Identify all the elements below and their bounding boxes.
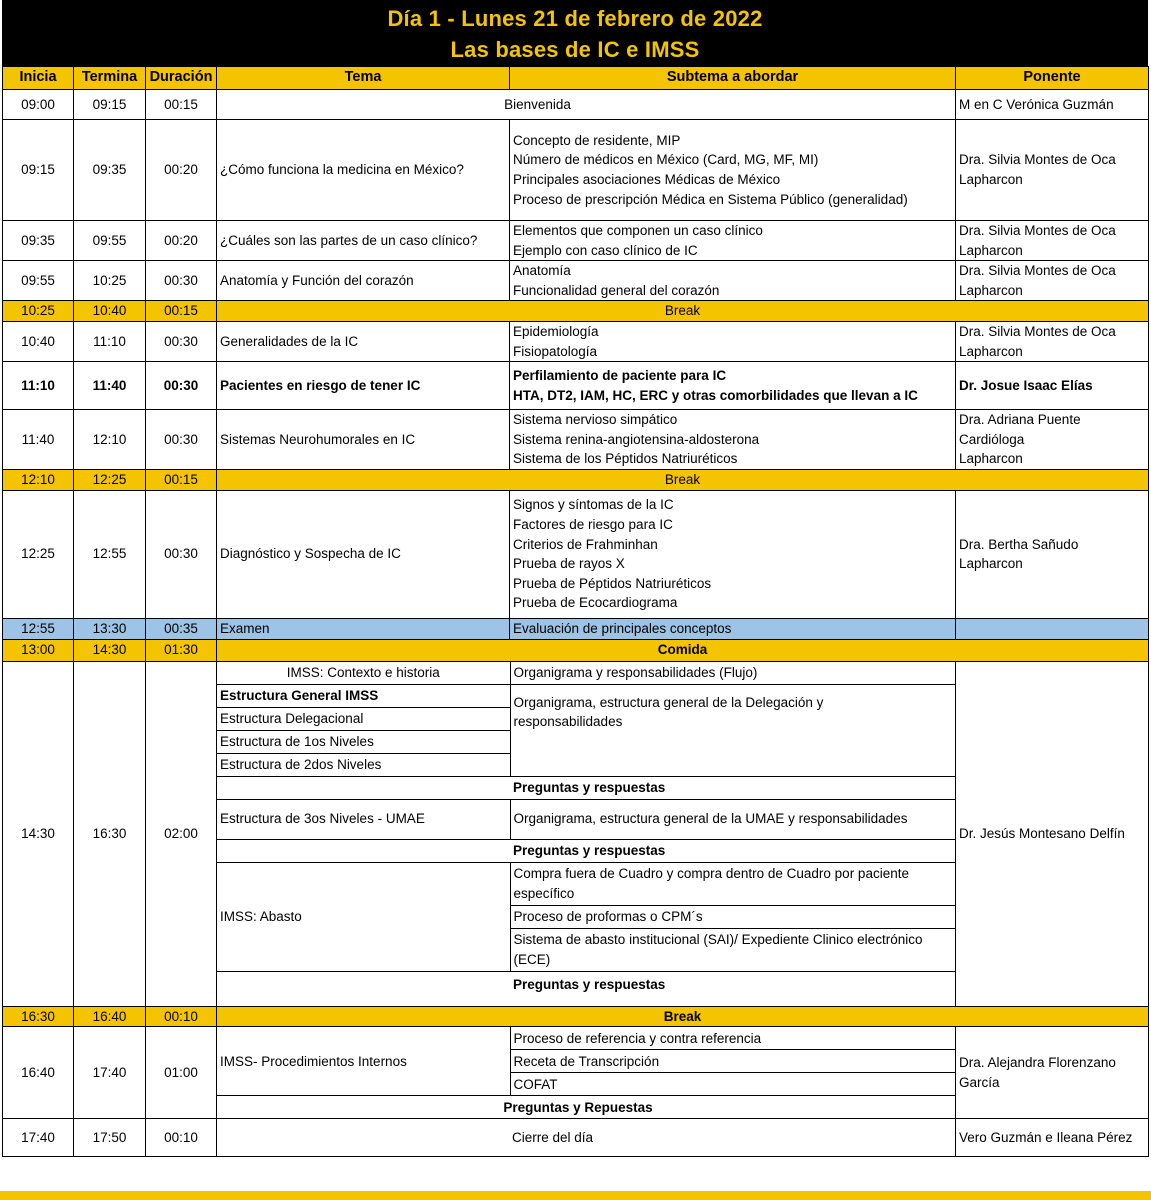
spacer — [217, 971, 510, 997]
subtopic: Prueba de Péptidos Natriuréticos — [513, 575, 712, 591]
subtopics — [510, 120, 956, 221]
exam-row — [3, 618, 1149, 639]
start-time: 12:10 — [3, 470, 74, 491]
subtopic-line: Organigrama, estructura general de la Delegación y — [513, 694, 824, 710]
col-header-duracion: Duración — [146, 67, 217, 90]
qa-label: Preguntas y Repuestas — [503, 1099, 653, 1115]
col-header-termina: Termina — [74, 67, 146, 90]
procedures-inner-table — [217, 1027, 956, 1118]
subtopic-line: Sistema de abasto institucional (SAI)/ Expediente Clinico electrónico — [513, 932, 923, 948]
end-time: 17:50 — [74, 1119, 146, 1157]
subtopic: Sistema renina-angiotensina-aldosterona — [513, 431, 760, 447]
speaker — [956, 410, 1149, 470]
imss-block-row — [3, 661, 1149, 1006]
subtopic: Anatomía — [513, 263, 571, 279]
speaker: Vero Guzmán e Ileana Pérez — [956, 1119, 1149, 1157]
subtopic: Sistema nervioso simpático — [513, 412, 678, 428]
speaker-org: Lapharcon — [959, 172, 1023, 187]
end-time: 10:40 — [74, 301, 146, 322]
start-time: 11:40 — [3, 410, 74, 470]
speaker-name: Dra. Silvia Montes de Oca — [959, 223, 1116, 238]
topic: IMSS- Procedimientos Internos — [217, 1027, 510, 1096]
subtopic: Principales asociaciones Médicas de México — [513, 172, 781, 187]
subtopic: Epidemiología — [513, 323, 599, 339]
welcome-label: Bienvenida — [217, 90, 956, 120]
speaker-org: Lapharcon — [959, 282, 1023, 298]
speaker: Dr. Josue Isaac Elías — [956, 362, 1149, 410]
speaker: M en C Verónica Guzmán — [956, 90, 1149, 120]
speaker-name: Dra. Silvia Montes de Oca — [959, 323, 1116, 339]
start-time: 12:55 — [3, 618, 74, 639]
table-row — [3, 221, 1149, 261]
title-bar — [2, 0, 1148, 66]
subtopic: Elementos que componen un caso clínico — [513, 223, 763, 238]
topic: Diagnóstico y Sospecha de IC — [217, 490, 510, 618]
speaker-org: Lapharcon — [959, 451, 1023, 467]
subtopic: Proceso de proformas o CPM´s — [510, 905, 956, 928]
end-time: 16:40 — [74, 1006, 146, 1027]
speaker — [956, 490, 1149, 618]
subtopic-line: responsabilidades — [513, 714, 623, 730]
subtopic: COFAT — [510, 1073, 956, 1096]
start-time: 10:40 — [3, 321, 74, 361]
end-time: 09:15 — [74, 90, 146, 120]
subtopic: Concepto de residente, MIP — [513, 132, 681, 148]
speaker — [956, 618, 1149, 639]
end-time: 12:25 — [74, 470, 146, 491]
topic: Pacientes en riesgo de tener IC — [217, 362, 510, 410]
header-row — [3, 67, 1149, 90]
col-header-ponente: Ponente — [956, 67, 1149, 90]
subtopic: Proceso de referencia y contra referencia — [510, 1027, 956, 1050]
end-time: 11:40 — [74, 362, 146, 410]
subtopic-line: específico — [513, 885, 575, 901]
subtopic — [510, 928, 956, 971]
speaker — [956, 120, 1149, 221]
inner-row — [217, 971, 956, 997]
end-time: 12:55 — [74, 490, 146, 618]
table-row — [3, 90, 1149, 120]
agenda-table — [2, 66, 1149, 1157]
topic: Estructura de 3os Niveles - UMAE — [217, 799, 510, 839]
end-time: 13:30 — [74, 618, 146, 639]
start-time: 09:55 — [3, 261, 74, 301]
start-time: 09:35 — [3, 221, 74, 261]
speaker — [956, 1027, 1149, 1119]
table-row — [3, 261, 1149, 301]
topic: Estructura General IMSS — [217, 684, 510, 707]
inner-row — [217, 776, 956, 799]
speaker-name: Dra. Silvia Montes de Oca — [959, 152, 1116, 168]
subtopic: Sistema de los Péptidos Natriuréticos — [513, 451, 738, 467]
subtopic-line: Compra fuera de Cuadro y compra dentro de Cuadro por paciente — [513, 866, 909, 882]
inner-row — [217, 839, 956, 862]
duration: 00:15 — [146, 90, 217, 120]
duration: 00:10 — [146, 1006, 217, 1027]
end-time: 17:40 — [74, 1027, 146, 1119]
duration: 00:10 — [146, 1119, 217, 1157]
duration: 00:35 — [146, 618, 217, 639]
col-header-tema: Tema — [217, 67, 510, 90]
subtopic: Evaluación de principales conceptos — [510, 618, 956, 639]
table-row — [3, 321, 1149, 361]
duration: 00:30 — [146, 261, 217, 301]
qa-label: Preguntas y respuestas — [513, 976, 666, 992]
subtopic: Receta de Transcripción — [510, 1050, 956, 1073]
start-time: 11:10 — [3, 362, 74, 410]
end-time: 11:10 — [74, 321, 146, 361]
topic: Estructura de 1os Niveles — [217, 730, 510, 753]
inner-row — [217, 862, 956, 905]
spacer — [217, 776, 510, 799]
table-row — [3, 1027, 1149, 1119]
break-label: Break — [217, 470, 1149, 491]
imss-context-topic: IMSS: Contexto e historia — [217, 662, 510, 685]
table-row — [3, 120, 1149, 221]
bottom-accent-bar — [0, 1191, 1151, 1200]
speaker — [956, 321, 1149, 361]
duration: 00:15 — [146, 470, 217, 491]
duration: 00:15 — [146, 301, 217, 322]
speaker — [956, 261, 1149, 301]
subtopics — [510, 261, 956, 301]
speaker — [956, 221, 1149, 261]
subtopic: Número de médicos en México (Card, MG, MF, MI) — [513, 152, 819, 168]
topic: Generalidades de la IC — [217, 321, 510, 361]
subtopic: Prueba de Ecocardiograma — [513, 595, 678, 611]
duration: 02:00 — [146, 661, 217, 1006]
col-header-subtema: Subtema a abordar — [510, 67, 956, 90]
end-time: 16:30 — [74, 661, 146, 1006]
speaker-name: Dra. Silvia Montes de Oca — [959, 263, 1116, 279]
subtopic: Ejemplo con caso clínico de IC — [513, 242, 698, 258]
end-time: 09:55 — [74, 221, 146, 261]
subtopic: Fisiopatología — [513, 343, 598, 359]
lunch-label: Comida — [217, 639, 1149, 661]
speaker-org: Lapharcon — [959, 343, 1023, 359]
speaker-name: Dra. Adriana Puente — [959, 412, 1081, 428]
end-time: 12:10 — [74, 410, 146, 470]
break-label: Break — [217, 301, 1149, 322]
table-row — [3, 490, 1149, 618]
duration: 00:20 — [146, 221, 217, 261]
table-row — [3, 1119, 1149, 1157]
schedule-sheet — [2, 0, 1148, 1157]
speaker-name-cont: García — [959, 1074, 1000, 1090]
subtopic: Funcionalidad general del corazón — [513, 282, 720, 298]
break-row — [3, 1006, 1149, 1027]
start-time: 09:00 — [3, 90, 74, 120]
lunch-row — [3, 639, 1149, 661]
subtopics — [510, 410, 956, 470]
inner-row — [217, 1096, 956, 1119]
imss-inner-table — [217, 662, 956, 998]
break-label: Break — [217, 1006, 1149, 1027]
subtopic — [510, 684, 956, 776]
subtopic: HTA, DT2, IAM, HC, ERC y otras comorbilidades que llevan a IC — [513, 387, 918, 403]
speaker: Dr. Jesús Montesano Delfín — [956, 661, 1149, 1006]
procedures-detail — [217, 1027, 956, 1119]
break-row — [3, 301, 1149, 322]
subtopic: Organigrama y responsabilidades (Flujo) — [510, 662, 956, 685]
subtopic: Signos y síntomas de la IC — [513, 497, 674, 513]
inner-row — [217, 662, 956, 685]
end-time: 09:35 — [74, 120, 146, 221]
subtopics — [510, 321, 956, 361]
speaker-org: Lapharcon — [959, 242, 1023, 258]
speaker-name: Dra. Alejandra Florenzano — [959, 1055, 1116, 1071]
spacer — [217, 839, 510, 862]
end-time: 14:30 — [74, 639, 146, 661]
duration: 00:20 — [146, 120, 217, 221]
subtopic: Factores de riesgo para IC — [513, 517, 673, 533]
subtopics — [510, 221, 956, 261]
inner-row — [217, 799, 956, 839]
speaker-role: Cardióloga — [959, 431, 1025, 447]
break-row — [3, 470, 1149, 491]
start-time: 13:00 — [3, 639, 74, 661]
start-time: 14:30 — [3, 661, 74, 1006]
qa-label: Preguntas y respuestas — [510, 839, 956, 862]
subtopic: Proceso de prescripción Médica en Sistema Público (generalidad) — [513, 191, 908, 207]
start-time: 17:40 — [3, 1119, 74, 1157]
start-time: 16:40 — [3, 1027, 74, 1119]
topic: Estructura de 2dos Niveles — [217, 753, 510, 776]
duration: 01:30 — [146, 639, 217, 661]
start-time: 09:15 — [3, 120, 74, 221]
day-subtitle: Las bases de IC e IMSS — [450, 37, 700, 62]
subtopics — [510, 490, 956, 618]
start-time: 12:25 — [3, 490, 74, 618]
topic: Examen — [217, 618, 510, 639]
duration: 01:00 — [146, 1027, 217, 1119]
table-row — [3, 410, 1149, 470]
closing-label: Cierre del día — [217, 1119, 956, 1157]
duration: 00:30 — [146, 362, 217, 410]
col-header-inicia: Inicia — [3, 67, 74, 90]
subtopic: Perfilamiento de paciente para IC — [513, 368, 727, 384]
table-row — [3, 362, 1149, 410]
imss-block-detail — [217, 661, 956, 1006]
start-time: 16:30 — [3, 1006, 74, 1027]
speaker-org: Lapharcon — [959, 556, 1023, 572]
topic: ¿Cómo funciona la medicina en México? — [217, 120, 510, 221]
topic: Sistemas Neurohumorales en IC — [217, 410, 510, 470]
subtopic: Prueba de rayos X — [513, 556, 625, 572]
inner-row — [217, 684, 956, 707]
topic: Estructura Delegacional — [217, 707, 510, 730]
duration: 00:30 — [146, 410, 217, 470]
inner-row — [217, 1027, 956, 1050]
day-title: Día 1 - Lunes 21 de febrero de 2022 — [387, 6, 763, 31]
topic: Anatomía y Función del corazón — [217, 261, 510, 301]
subtopic-line: (ECE) — [513, 951, 551, 967]
topic: IMSS: Abasto — [217, 862, 510, 971]
subtopic: Organigrama, estructura general de la UMAE y responsabilidades — [510, 799, 956, 839]
duration: 00:30 — [146, 490, 217, 618]
qa-label: Preguntas y respuestas — [510, 776, 956, 799]
speaker-name: Dra. Bertha Sañudo — [959, 536, 1079, 552]
subtopic: Criterios de Frahminhan — [513, 536, 658, 552]
topic: ¿Cuáles son las partes de un caso clínico? — [217, 221, 510, 261]
start-time: 10:25 — [3, 301, 74, 322]
end-time: 10:25 — [74, 261, 146, 301]
duration: 00:30 — [146, 321, 217, 361]
subtopic — [510, 862, 956, 905]
subtopics — [510, 362, 956, 410]
